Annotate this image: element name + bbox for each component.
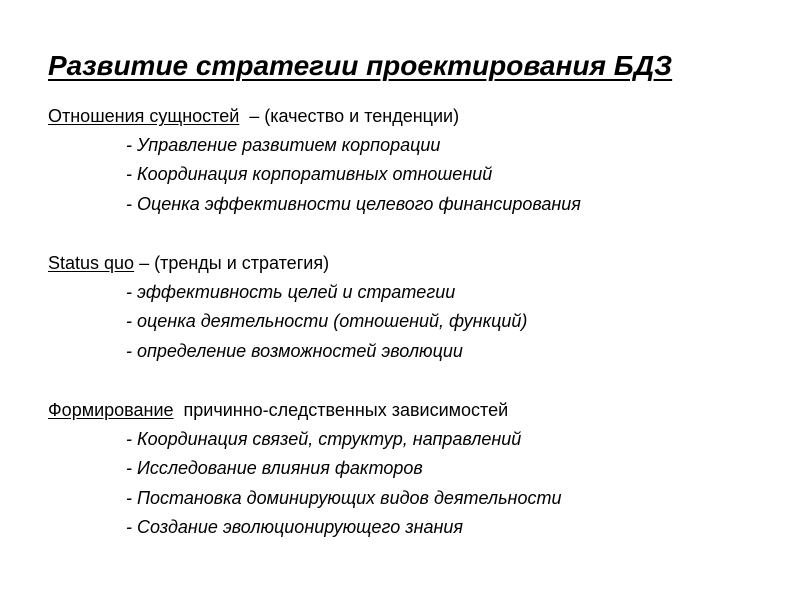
list-item: - Управление развитием корпорации bbox=[126, 135, 441, 155]
section-heading bbox=[48, 102, 581, 131]
list-item: - оценка деятельности (отношений, функций) bbox=[126, 311, 528, 332]
section-status-quo bbox=[48, 249, 527, 366]
section-heading-term: Status quo bbox=[48, 253, 135, 273]
list-item: - Оценка эффективности целевого финансирования bbox=[126, 193, 581, 214]
section-entity-relations bbox=[48, 102, 581, 219]
section-heading bbox=[48, 249, 527, 278]
bullet-list bbox=[48, 278, 527, 366]
section-heading-rest: – (тренды и стратегия) bbox=[134, 253, 330, 273]
section-heading-rest: – (качество и тенденции) bbox=[239, 106, 460, 126]
section-heading bbox=[48, 396, 561, 425]
list-item: - Координация корпоративных отношений bbox=[126, 164, 493, 185]
bullet-list bbox=[48, 425, 561, 542]
section-heading-term: Отношения сущностей bbox=[48, 106, 240, 126]
list-item: - Координация связей, структур, направлений bbox=[126, 429, 522, 449]
section-formation bbox=[48, 396, 561, 542]
list-item: - эффективность целей и стратегии bbox=[126, 282, 456, 302]
bullet-list bbox=[48, 131, 581, 219]
slide-title: Развитие стратегии проектирования БДЗ bbox=[48, 50, 673, 81]
list-item: - Исследование влияния факторов bbox=[126, 458, 423, 479]
section-heading-rest: причинно-следственных зависимостей bbox=[173, 400, 509, 420]
list-item: - Постановка доминирующих видов деятельности bbox=[126, 487, 562, 508]
list-item: - определение возможностей эволюции bbox=[126, 340, 463, 361]
list-item: - Создание эволюционирующего знания bbox=[126, 516, 464, 537]
section-heading-term: Формирование bbox=[48, 400, 174, 420]
